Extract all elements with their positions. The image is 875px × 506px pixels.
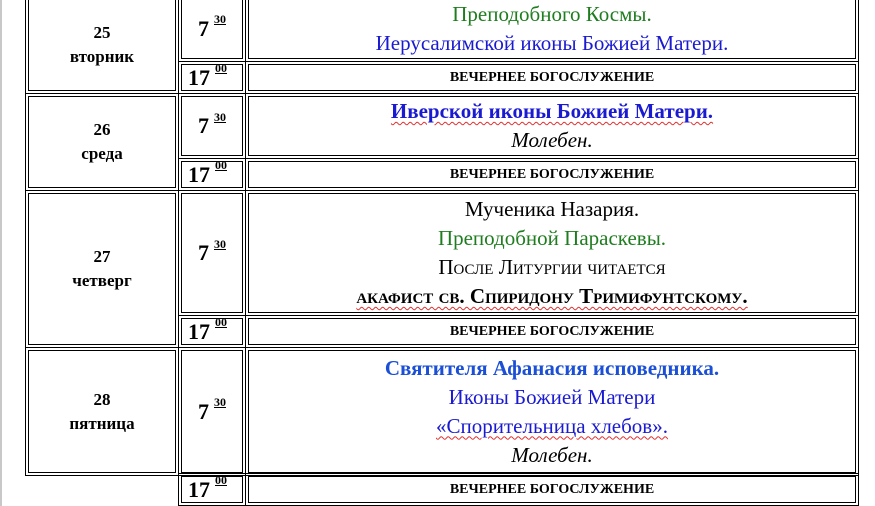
time-minutes: 00 (215, 315, 227, 329)
morning-service-cell (248, 350, 856, 473)
evening-service-cell (248, 318, 856, 345)
time-minutes: 00 (215, 61, 227, 75)
time-hour: 7 (198, 398, 209, 424)
morning-service-cell (248, 0, 856, 59)
time-minutes: 30 (214, 395, 226, 409)
day-date: 26 (93, 120, 111, 139)
time-hour: 17 (188, 318, 210, 344)
day-weekday: пятница (69, 413, 135, 433)
time-minutes: 30 (214, 236, 226, 251)
time-minutes: 00 (215, 158, 227, 172)
service-line: Иерусалимской иконы Божией Матери. (375, 30, 729, 55)
service-line: Иверской иконы Божией Матери. (390, 99, 714, 123)
day-cell-28 (28, 350, 176, 473)
morning-time-cell (181, 350, 243, 473)
morning-time-cell (181, 96, 243, 156)
time-minutes: 30 (214, 109, 226, 124)
evening-service-label: ВЕЧЕРНЕЕ БОГОСЛУЖЕНИЕ (449, 69, 655, 85)
evening-service-cell (248, 476, 856, 503)
morning-time-cell (181, 193, 243, 313)
day-date: 27 (93, 247, 111, 266)
service-line: Святителя Афанасия исповедника. (384, 355, 720, 380)
time-hour: 17 (188, 476, 210, 502)
day-cell-25 (28, 0, 176, 91)
morning-time-cell (181, 0, 243, 59)
service-line: После Литургии читается (438, 255, 666, 279)
time-hour: 7 (198, 113, 209, 138)
day-cell-27 (28, 193, 176, 345)
service-line: Мученика Назария. (464, 197, 640, 221)
evening-service-label: ВЕЧЕРНЕЕ БОГОСЛУЖЕНИЕ (449, 323, 655, 339)
time-hour: 17 (188, 64, 210, 90)
time-hour: 7 (198, 240, 209, 265)
evening-service-cell (248, 161, 856, 188)
service-line: Молебен. (511, 128, 593, 152)
day-weekday: вторник (69, 46, 135, 66)
service-line: Преподобной Параскевы. (437, 226, 667, 250)
service-line: акафист св. Спиридону Тримифунтскому. (356, 284, 748, 308)
day-cell-26 (28, 96, 176, 188)
day-weekday: среда (81, 144, 123, 163)
time-minutes: 00 (215, 473, 227, 487)
evening-time-cell (181, 473, 243, 503)
service-line: «Спорительница хлебов». (436, 413, 668, 438)
evening-service-label: ВЕЧЕРНЕЕ БОГОСЛУЖЕНИЕ (449, 481, 655, 497)
page-left-edge (0, 0, 2, 506)
evening-time-cell (181, 315, 243, 345)
day-date: 28 (93, 389, 111, 409)
time-hour: 17 (188, 161, 210, 187)
time-minutes: 30 (214, 12, 226, 26)
day-weekday: четверг (72, 271, 132, 290)
service-line: Преподобного Космы. (452, 1, 652, 26)
evening-time-cell (181, 61, 243, 91)
service-line: Молебен. (511, 442, 593, 467)
morning-service-cell (248, 96, 856, 156)
time-hour: 7 (198, 15, 209, 41)
evening-service-label: ВЕЧЕРНЕЕ БОГОСЛУЖЕНИЕ (449, 166, 655, 182)
evening-time-cell (181, 158, 243, 188)
evening-service-cell (248, 64, 856, 91)
morning-service-cell (248, 193, 856, 313)
day-date: 25 (93, 22, 111, 42)
service-line: Иконы Божией Матери (448, 384, 656, 409)
